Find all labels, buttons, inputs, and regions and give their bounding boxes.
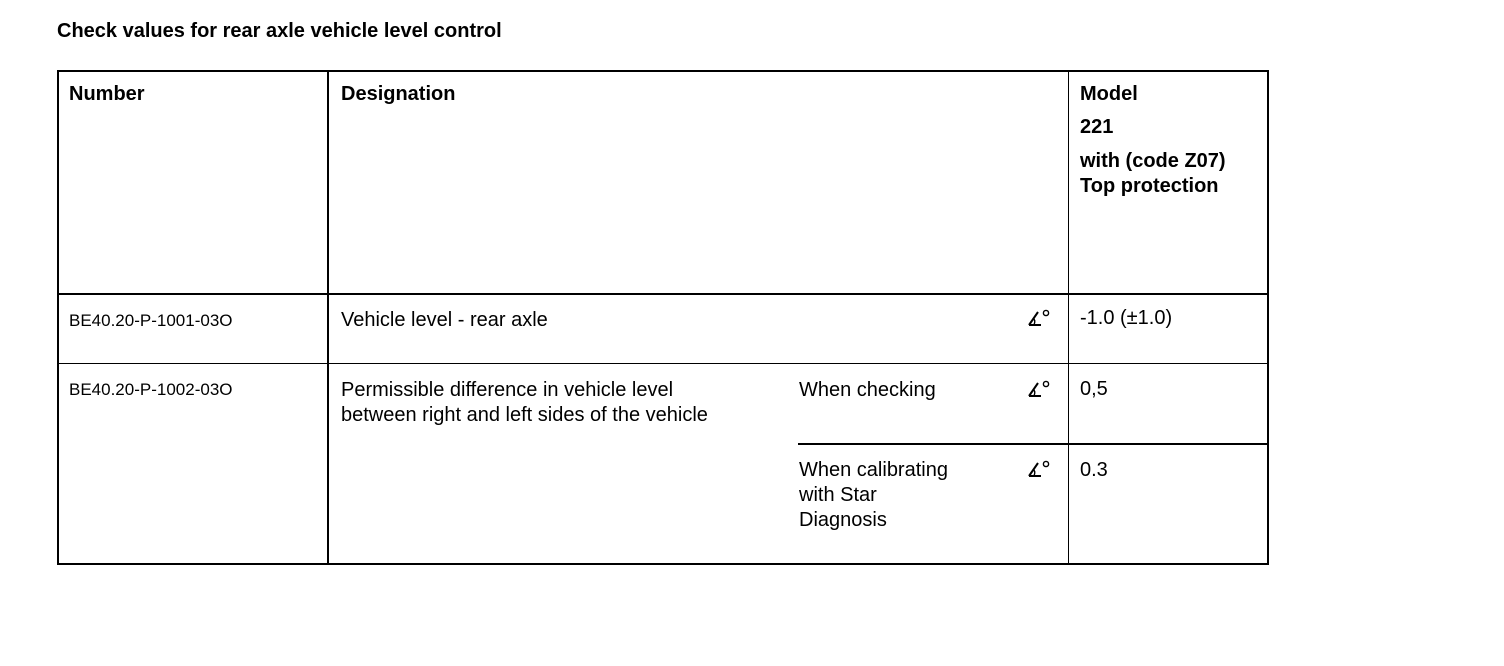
- row1-number: BE40.20-P-1001-03O: [69, 311, 233, 330]
- header-divider: [59, 293, 1267, 295]
- row1-value: -1.0 (±1.0): [1080, 307, 1173, 329]
- header-model-number: 221: [1080, 116, 1114, 138]
- header-model-label: Model: [1080, 83, 1138, 105]
- row2b-value: 0.3: [1080, 459, 1108, 481]
- angle-icon: [1027, 459, 1051, 479]
- subrow-divider: [798, 443, 1267, 445]
- row2-number: BE40.20-P-1002-03O: [69, 380, 233, 399]
- row2a-condition: When checking: [799, 379, 936, 401]
- header-model-desc: Top protection: [1080, 175, 1219, 197]
- header-number: Number: [69, 83, 145, 105]
- row2b-condition-line1: When calibrating: [799, 459, 948, 481]
- column-divider-number: [327, 72, 329, 563]
- header-model-code: with (code Z07): [1080, 150, 1226, 172]
- page-title: Check values for rear axle vehicle level control: [57, 20, 502, 42]
- check-values-table: [57, 70, 1269, 565]
- angle-icon: [1027, 379, 1051, 399]
- column-divider-model: [1068, 72, 1069, 563]
- row2b-condition-line3: Diagnosis: [799, 509, 887, 531]
- row2-designation-line2: between right and left sides of the vehicle: [341, 404, 708, 426]
- angle-icon: [1027, 308, 1051, 328]
- header-designation: Designation: [341, 83, 456, 105]
- row2a-value: 0,5: [1080, 378, 1108, 400]
- row-divider-1: [59, 363, 1267, 364]
- row2-designation-line1: Permissible difference in vehicle level: [341, 379, 674, 401]
- row1-designation: Vehicle level - rear axle: [341, 309, 548, 331]
- row2b-condition-line2: with Star: [799, 484, 877, 506]
